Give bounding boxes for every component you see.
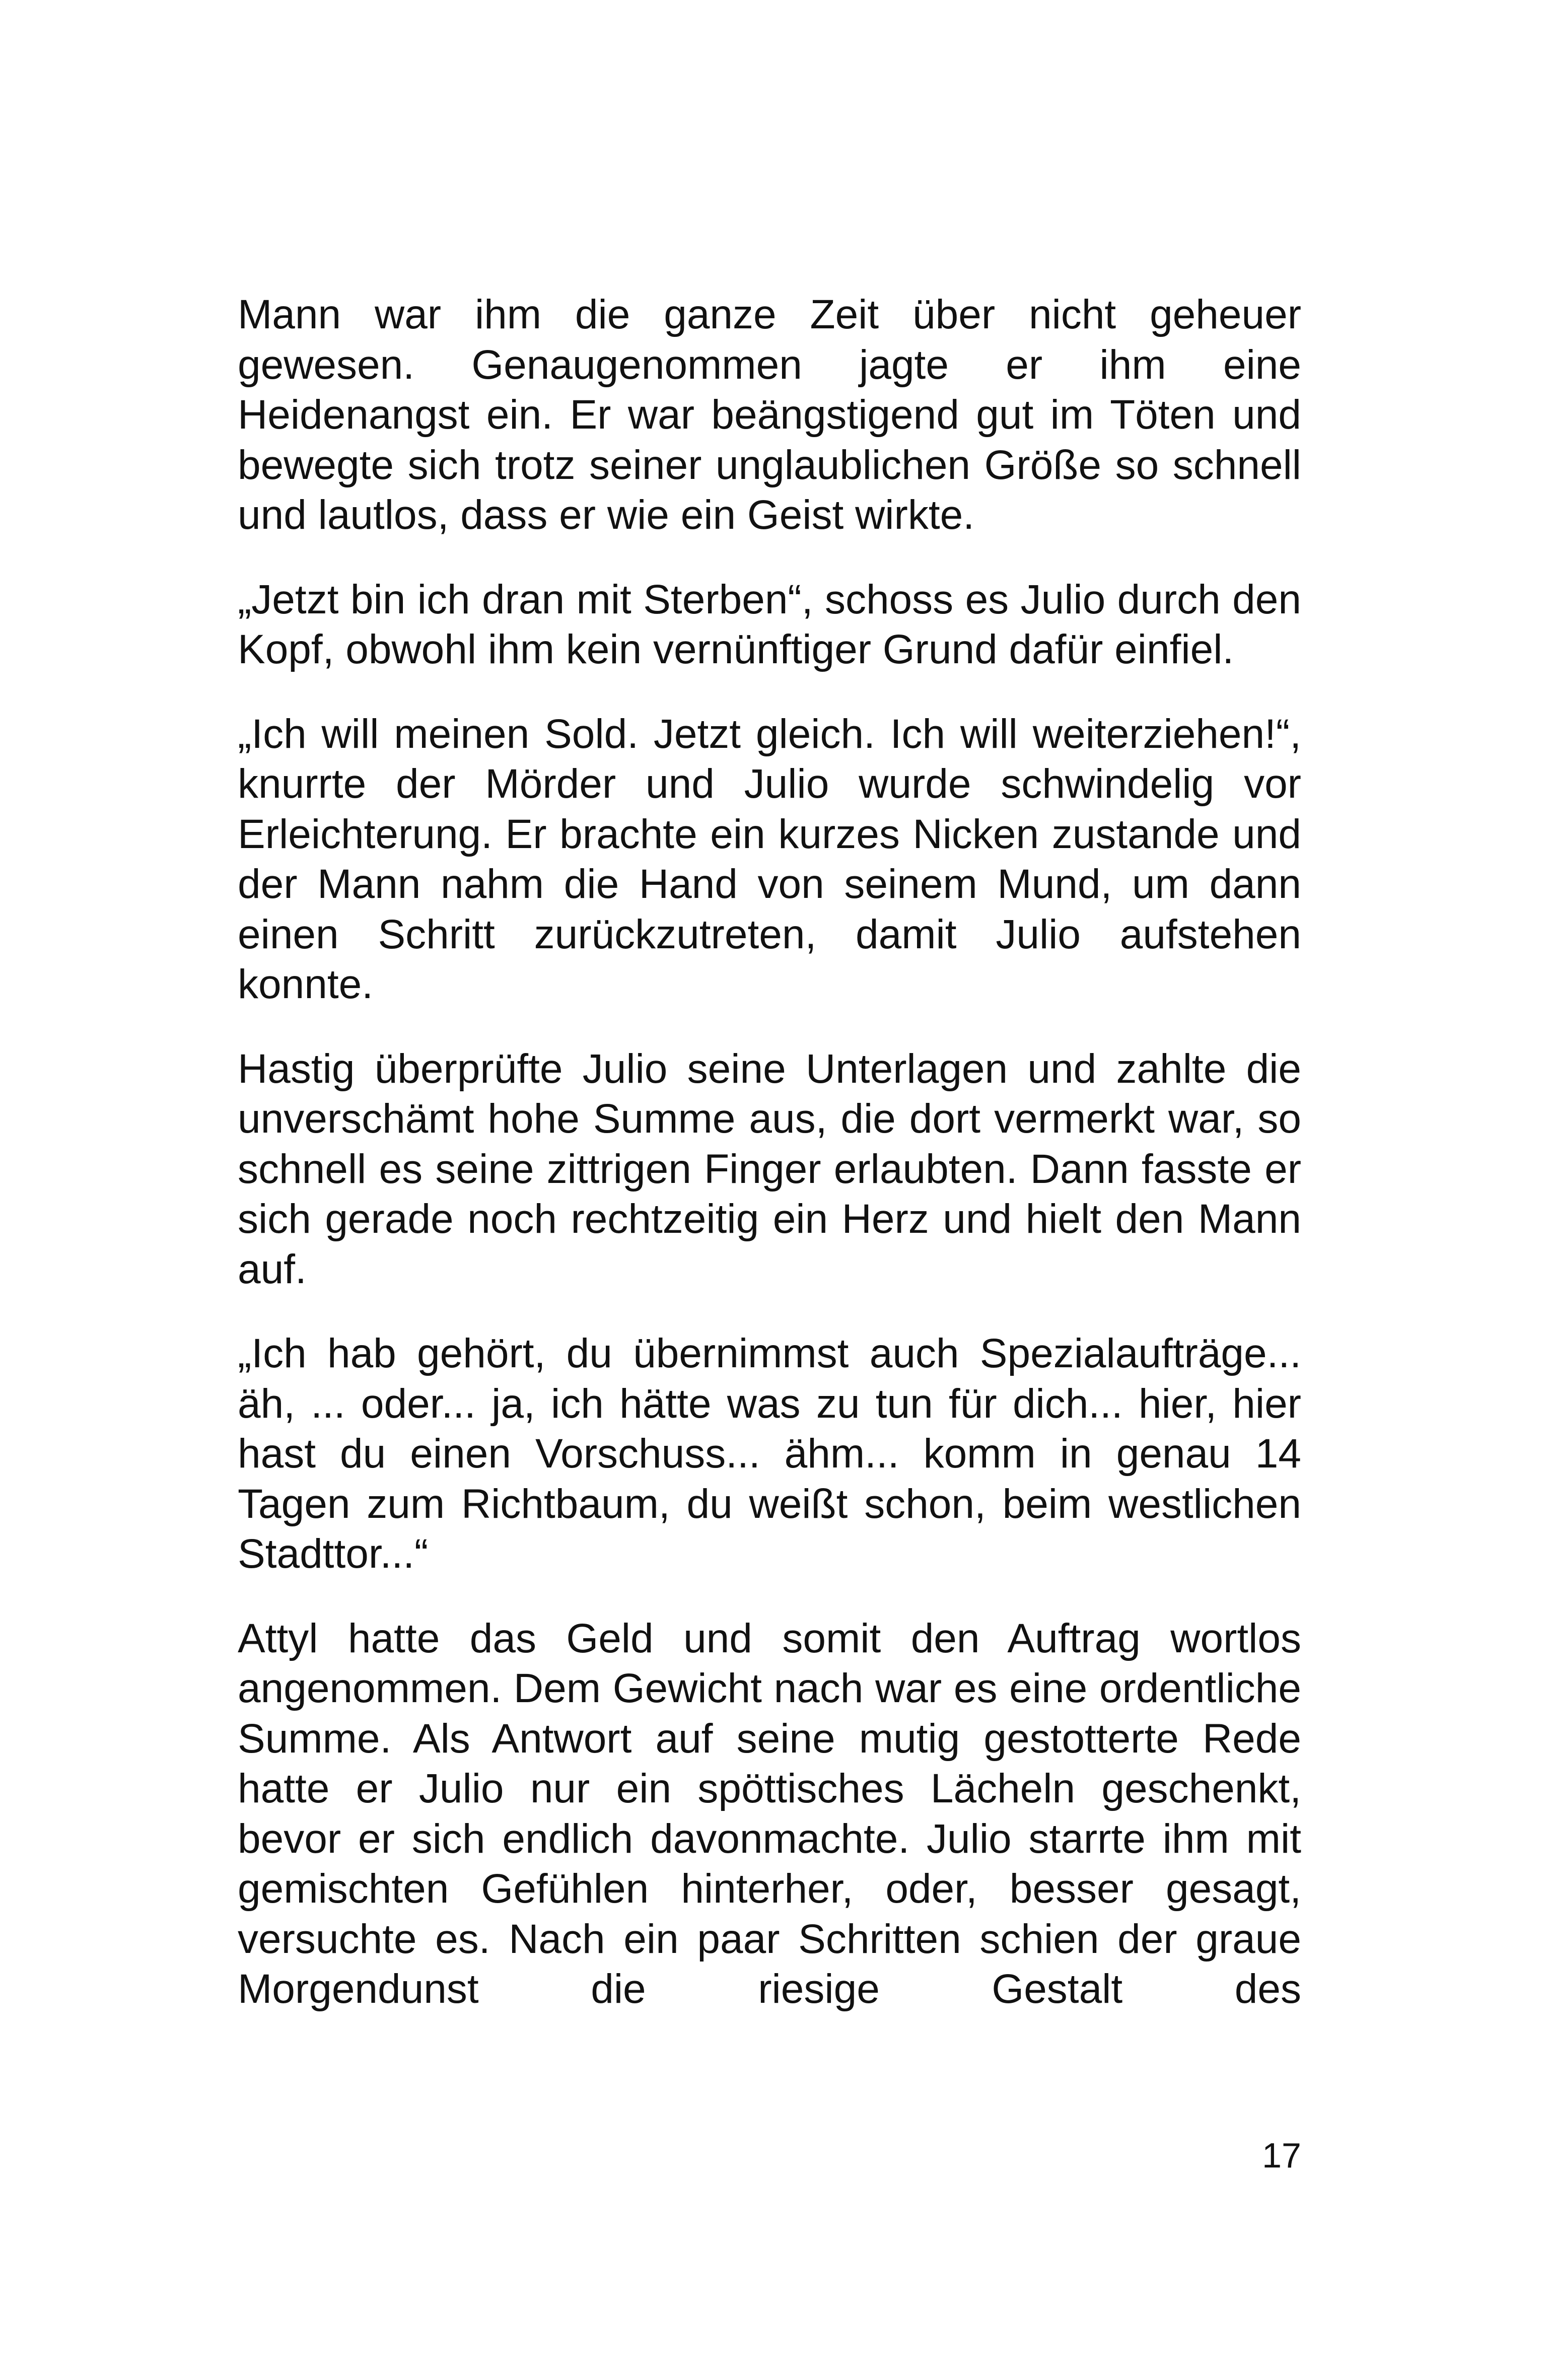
page-number: 17 — [1262, 2136, 1301, 2175]
paragraph-2: „Jetzt bin ich dran mit Sterben“, schoss es Julio durch den Kopf, obwohl ihm kein vernünftiger Grund dafür einfiel. — [238, 576, 1301, 672]
paragraph-4: Hastig überprüfte Julio seine Unterlagen und zahlte die unverschämt hohe Summe aus, die dort vermerkt war, so schnell es seine zittrigen Finger erlaubten. Dann fasste er sich gerade noch rechtzeitig ein Herz und hielt den Mann auf. — [238, 1045, 1301, 1292]
paragraph-5: „Ich hab gehört, du übernimmst auch Spezialaufträge... äh, ... oder... ja, ich hätte was zu tun für dich... hier, hier hast du einen Vorschuss... ähm... komm in genau 14 Tagen zum Richtbaum, du weißt schon, beim westlichen Stadttor...“ — [238, 1331, 1301, 1577]
body-text — [238, 290, 1301, 2014]
paragraph-6: Attyl hatte das Geld und somit den Auftrag wortlos angenommen. Dem Gewicht nach war es eine ordentliche Summe. Als Antwort auf seine mutig gestotterte Rede hatte er Julio nur ein spöttisches Lächeln geschenkt, bevor er sich endlich davonmachte. Julio starrte ihm mit gemischten Gefühlen hinterher, oder, besser gesagt, versuchte es. Nach ein paar Schritten schien der graue Morgendunst die riesige Gestalt des — [238, 1615, 1301, 2012]
paragraph-3: „Ich will meinen Sold. Jetzt gleich. Ich will weiterziehen!“, knurrte der Mörder und Julio wurde schwindelig vor Erleichterung. Er brachte ein kurzes Nicken zustande und der Mann nahm die Hand von seinem Mund, um dann einen Schritt zurückzutreten, damit Julio aufstehen konnte. — [238, 711, 1301, 1007]
paragraph-1: Mann war ihm die ganze Zeit über nicht geheuer gewesen. Genaugenommen jagte er ihm eine Heidenangst ein. Er war beängstigend gut im Töten und bewegte sich trotz seiner unglaublichen Größe so schnell und lautlos, dass er wie ein Geist wirkte. — [238, 292, 1301, 538]
